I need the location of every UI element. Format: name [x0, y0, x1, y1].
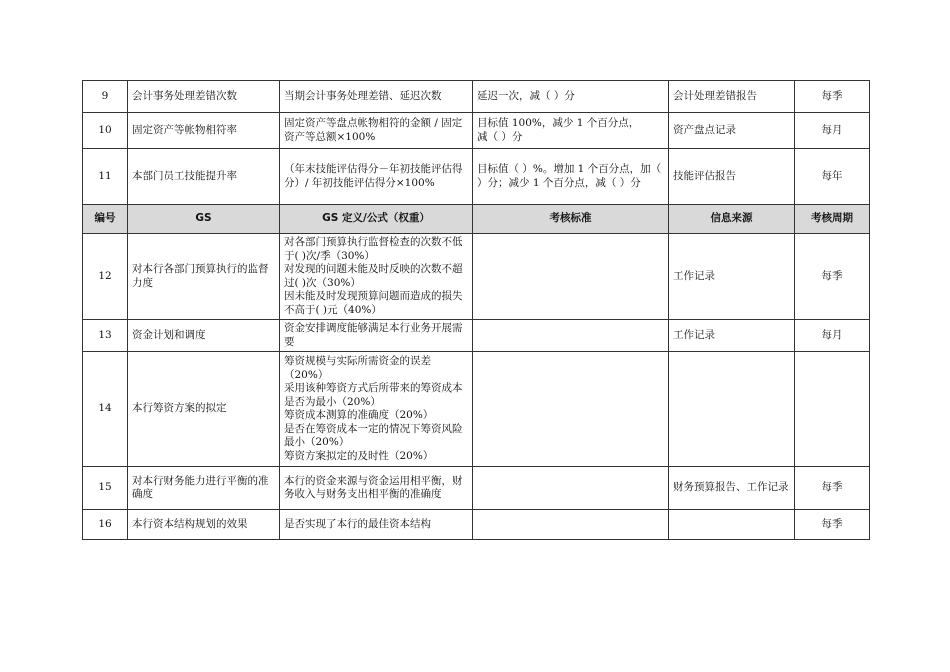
kpi-standard: 目标值（ ）%。增加 1 个百分点，加（ ）分；减少 1 个百分点，减（ ）分: [473, 149, 669, 205]
table-row: [83, 467, 870, 510]
kpi-name: 本行资本结构规划的效果: [128, 510, 280, 540]
header-number: 编号: [83, 205, 128, 234]
row-number: 11: [83, 149, 128, 205]
header-period: 考核周期: [795, 205, 870, 234]
kpi-table: [82, 80, 870, 540]
header-gs: GS: [128, 205, 280, 234]
kpi-standard: 延迟一次，减（ ）分: [473, 81, 669, 113]
kpi-definition: 是否实现了本行的最佳资本结构: [280, 510, 473, 540]
row-number: 9: [83, 81, 128, 113]
header-source: 信息来源: [669, 205, 795, 234]
kpi-name: 会计事务处理差错次数: [128, 81, 280, 113]
kpi-definition: 资金安排调度能够满足本行业务开展需要: [280, 320, 473, 352]
kpi-definition: 对各部门预算执行监督检查的次数不低于( )次/季（30%） 对发现的问题未能及时反映的次数不超过( )次（30%） 因未能及时发现预算问题而造成的损失不高于( )元（40%）: [280, 234, 473, 320]
table-row: [83, 320, 870, 352]
table-row: [83, 149, 870, 205]
kpi-name: 本部门员工技能提升率: [128, 149, 280, 205]
kpi-period: 每年: [795, 149, 870, 205]
kpi-source: 财务预算报告、工作记录: [669, 467, 795, 510]
kpi-name: 对本行财务能力进行平衡的准确度: [128, 467, 280, 510]
kpi-period: 每月: [795, 320, 870, 352]
row-number: 12: [83, 234, 128, 320]
header-definition: GS 定义/公式（权重）: [280, 205, 473, 234]
kpi-period: 每季: [795, 510, 870, 540]
kpi-period: 每月: [795, 113, 870, 149]
row-number: 16: [83, 510, 128, 540]
kpi-standard: 目标值 100%，减少 1 个百分点， 减（ ）分: [473, 113, 669, 149]
kpi-name: 对本行各部门预算执行的监督力度: [128, 234, 280, 320]
kpi-standard: [473, 352, 669, 467]
kpi-source: [669, 352, 795, 467]
row-number: 15: [83, 467, 128, 510]
header-standard: 考核标准: [473, 205, 669, 234]
table-row: [83, 81, 870, 113]
row-number: 13: [83, 320, 128, 352]
table-row: [83, 113, 870, 149]
kpi-period: [795, 352, 870, 467]
kpi-source: 资产盘点记录: [669, 113, 795, 149]
kpi-source: [669, 510, 795, 540]
kpi-period: 每季: [795, 467, 870, 510]
table-row: [83, 352, 870, 467]
kpi-name: 固定资产等帐物相符率: [128, 113, 280, 149]
kpi-definition: （年末技能评估得分－年初技能评估得分）/ 年初技能评估得分×100%: [280, 149, 473, 205]
table-row: [83, 234, 870, 320]
kpi-definition: 固定资产等盘点帐物相符的金额 / 固定资产等总额×100%: [280, 113, 473, 149]
kpi-standard: [473, 234, 669, 320]
kpi-definition: 当期会计事务处理差错、延迟次数: [280, 81, 473, 113]
kpi-definition: 本行的资金来源与资金运用相平衡，财务收入与财务支出相平衡的准确度: [280, 467, 473, 510]
kpi-standard: [473, 320, 669, 352]
kpi-period: 每季: [795, 234, 870, 320]
kpi-name: 本行筹资方案的拟定: [128, 352, 280, 467]
kpi-source: 技能评估报告: [669, 149, 795, 205]
row-number: 10: [83, 113, 128, 149]
kpi-source: 工作记录: [669, 320, 795, 352]
table-header-row: [83, 205, 870, 234]
kpi-standard: [473, 467, 669, 510]
table-row: [83, 510, 870, 540]
kpi-name: 资金计划和调度: [128, 320, 280, 352]
kpi-period: 每季: [795, 81, 870, 113]
kpi-source: 工作记录: [669, 234, 795, 320]
row-number: 14: [83, 352, 128, 467]
kpi-source: 会计处理差错报告: [669, 81, 795, 113]
kpi-standard: [473, 510, 669, 540]
kpi-definition: 筹资规模与实际所需资金的误差（20%） 采用该种筹资方式后所带来的筹资成本是否为最小（20%） 筹资成本测算的准确度（20%） 是否在筹资成本一定的情况下筹资风险最小（20%） 筹资方案拟定的及时性（20%）: [280, 352, 473, 467]
